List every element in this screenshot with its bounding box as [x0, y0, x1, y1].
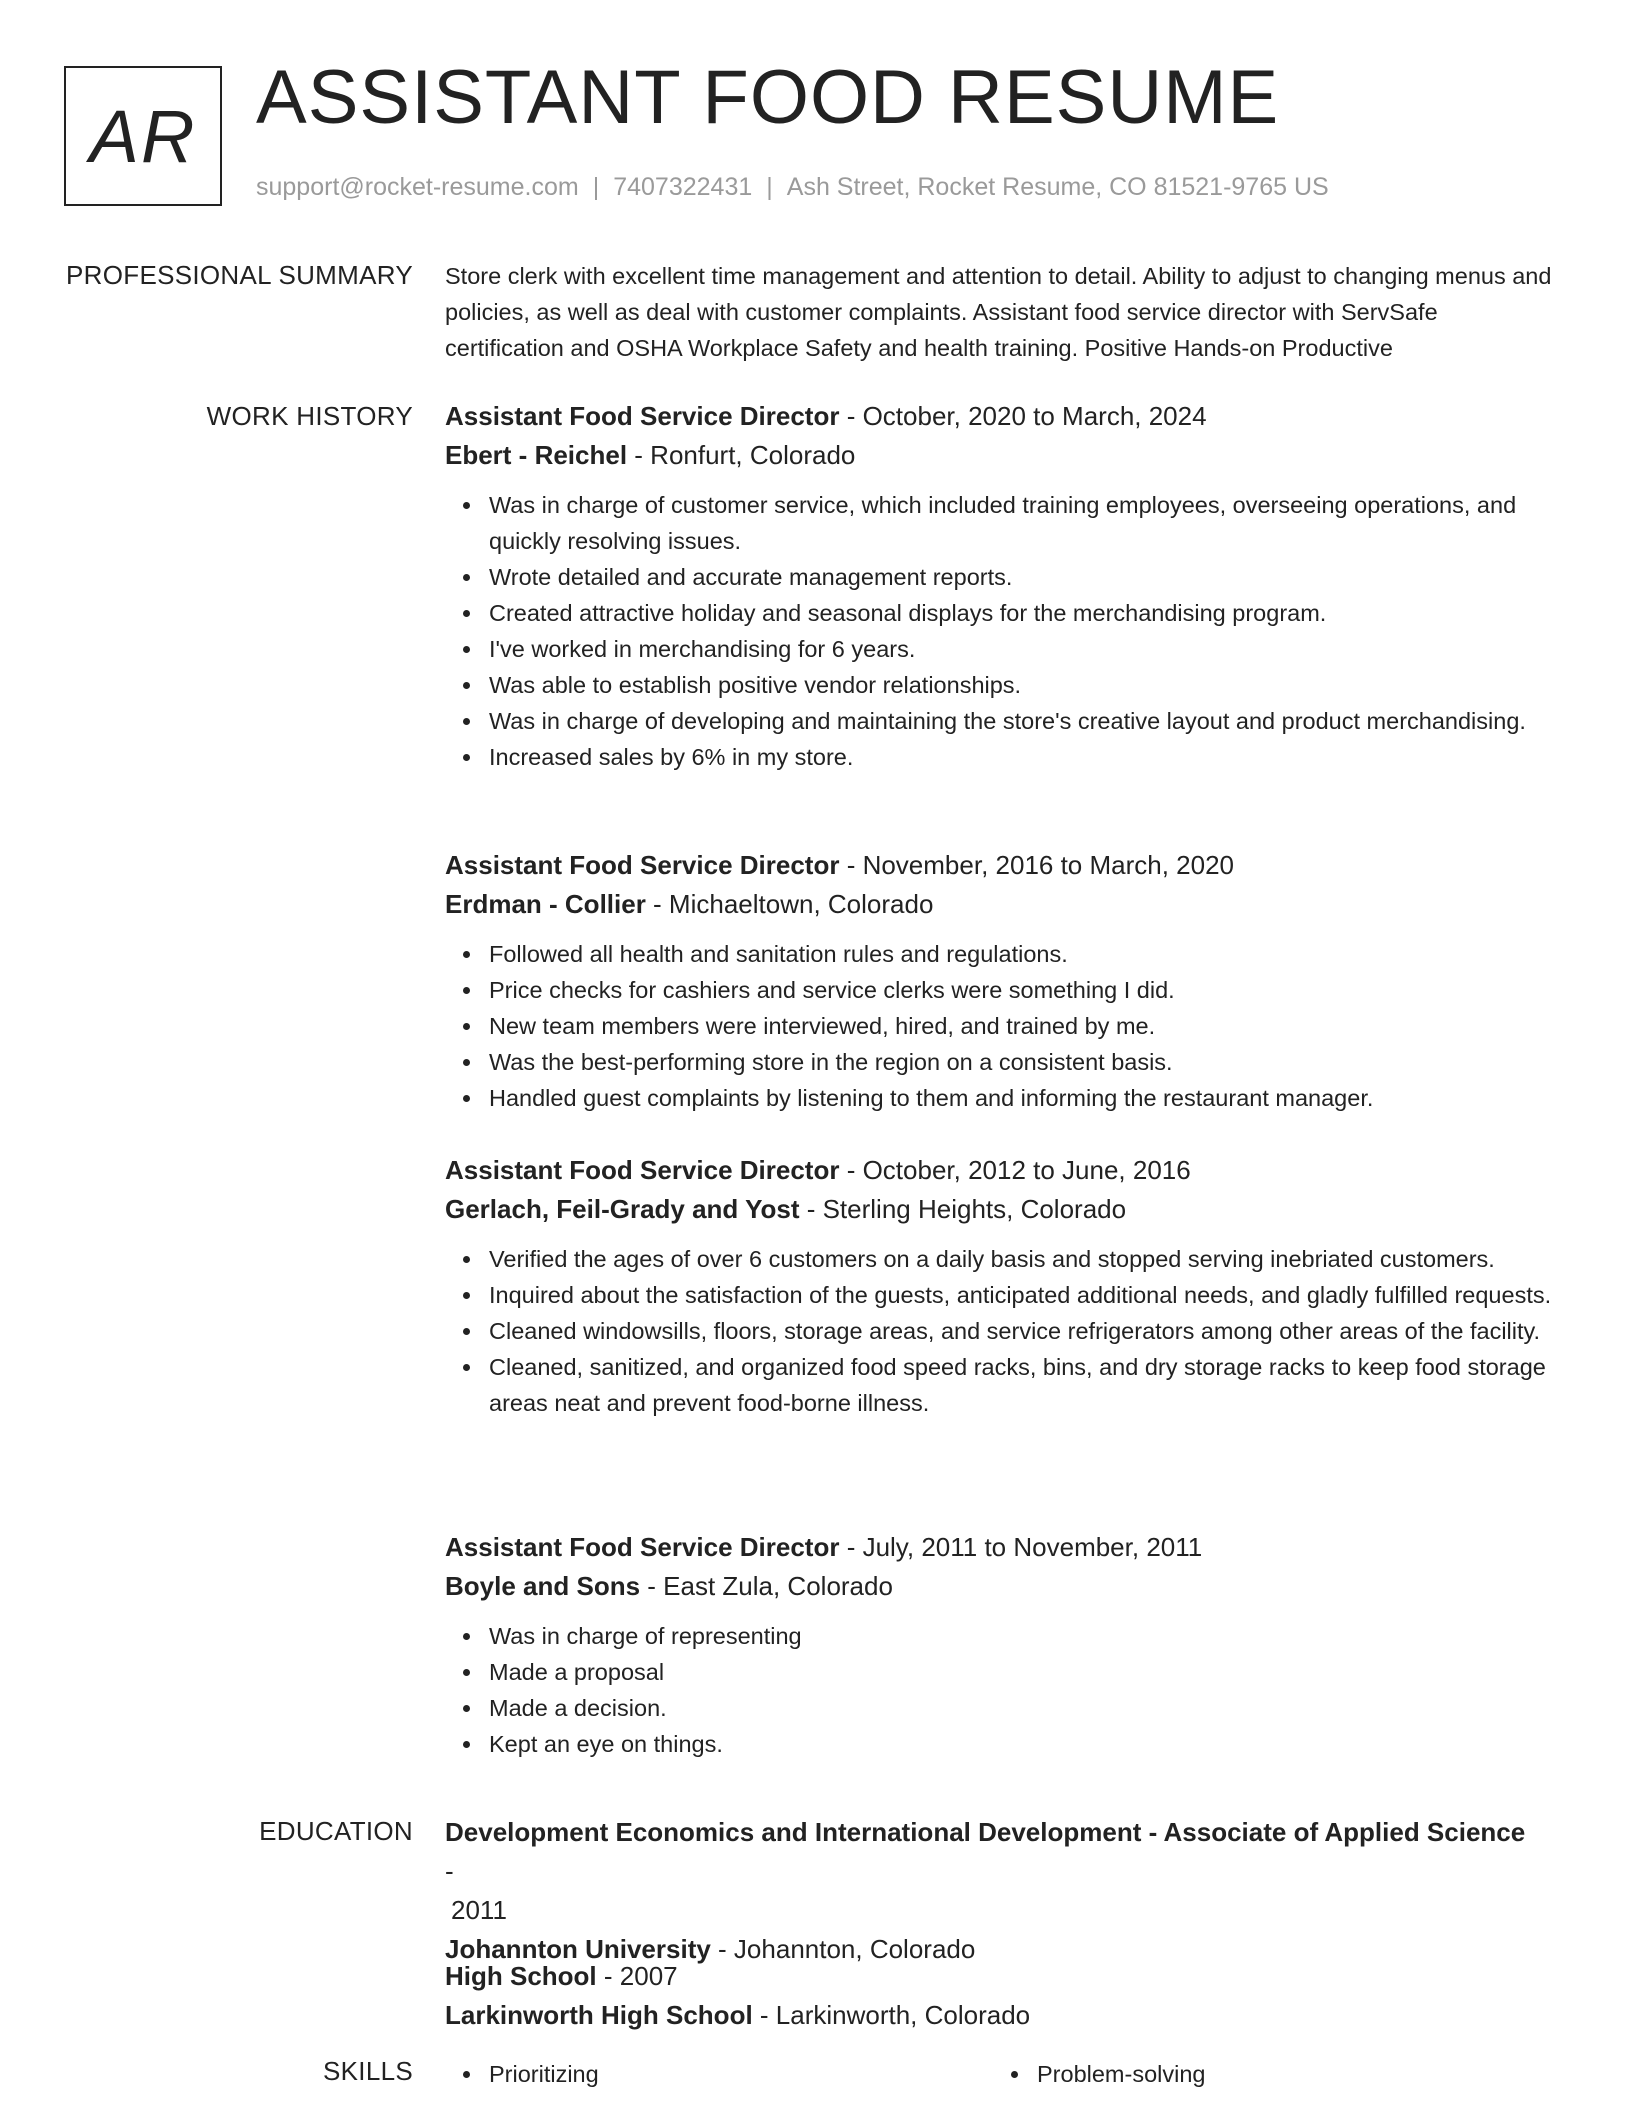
- education-year: - 2007: [596, 1961, 678, 1991]
- job-company: Erdman - Collier: [445, 889, 646, 919]
- job-title: Assistant Food Service Director: [445, 1155, 840, 1185]
- job-dates: - October, 2020 to March, 2024: [839, 401, 1207, 431]
- list-item: Made a decision.: [489, 1690, 1560, 1726]
- education-degree: High School: [445, 1961, 597, 1991]
- job-company-line: [445, 436, 1560, 475]
- education-school: Larkinworth High School: [445, 2000, 753, 2030]
- job-bullets: [445, 1241, 1560, 1421]
- job-bullets: [445, 1618, 1560, 1762]
- job-bullets: [445, 936, 1560, 1116]
- job-dates: - July, 2011 to November, 2011: [839, 1532, 1203, 1562]
- job-bullets: [445, 487, 1560, 775]
- contact-separator: |: [766, 173, 773, 201]
- job-title-line: [445, 1528, 1560, 1567]
- contact-phone: 7407322431: [613, 173, 753, 201]
- job-dates: - November, 2016 to March, 2020: [839, 850, 1235, 880]
- job-company: Gerlach, Feil-Grady and Yost: [445, 1194, 800, 1224]
- list-item: Verified the ages of over 6 customers on a daily basis and stopped serving inebriated customers.: [489, 1241, 1560, 1277]
- skills-grid: [445, 2056, 1560, 2092]
- education-entry: [445, 1957, 1560, 2035]
- section-label-skills: SKILLS: [323, 2056, 413, 2086]
- job-location: - East Zula, Colorado: [640, 1571, 893, 1601]
- list-item: I've worked in merchandising for 6 years.: [489, 631, 1560, 667]
- skills-section: [445, 2056, 1560, 2092]
- education-degree: Development Economics and International Development - Associate of Applied Science: [445, 1817, 1526, 1847]
- education-separator: -: [445, 1856, 454, 1886]
- list-item: Was the best-performing store in the region on a consistent basis.: [489, 1044, 1560, 1080]
- list-item: Was in charge of developing and maintaining the store's creative layout and product merchandising.: [489, 703, 1560, 739]
- skill-item: Problem-solving: [1037, 2056, 1541, 2092]
- job-entry: [445, 1151, 1560, 1421]
- list-item: Was in charge of representing: [489, 1618, 1560, 1654]
- job-title: Assistant Food Service Director: [445, 1532, 840, 1562]
- section-label-work-history: WORK HISTORY: [206, 401, 413, 431]
- job-company-line: [445, 885, 1560, 924]
- job-location: - Michaeltown, Colorado: [645, 889, 934, 919]
- list-item: Made a proposal: [489, 1654, 1560, 1690]
- section-label-summary: PROFESSIONAL SUMMARY: [66, 260, 413, 290]
- skills-list: [445, 2056, 993, 2092]
- list-item: Created attractive holiday and seasonal displays for the merchandising program.: [489, 595, 1560, 631]
- contact-separator: |: [592, 173, 600, 201]
- skills-column: [993, 2056, 1541, 2092]
- list-item: Handled guest complaints by listening to them and informing the restaurant manager.: [489, 1080, 1560, 1116]
- education-school: Johannton University: [445, 1934, 711, 1964]
- job-title-line: [445, 397, 1560, 436]
- list-item: Price checks for cashiers and service clerks were something I did.: [489, 972, 1560, 1008]
- skills-column: [445, 2056, 993, 2092]
- job-company-line: [445, 1190, 1560, 1229]
- summary-text: Store clerk with excellent time management and attention to detail. Ability to adjust to changing menus and policies, as well as deal with customer complaints. Assistant food service director with ServSafe certification and OSHA Workplace Safety and health training. Positive Hands-on Productive: [445, 263, 1552, 361]
- education-location: - Johannton, Colorado: [710, 1934, 976, 1964]
- skill-item: Prioritizing: [489, 2056, 993, 2092]
- list-item: Was in charge of customer service, which included training employees, overseeing operations, and quickly resolving issues.: [489, 487, 1560, 559]
- job-company: Boyle and Sons: [445, 1571, 641, 1601]
- section-label-education: EDUCATION: [259, 1816, 413, 1846]
- job-entry: [445, 846, 1560, 1116]
- job-entry: [445, 397, 1560, 775]
- job-entry: [445, 1528, 1560, 1762]
- job-company-line: [445, 1567, 1560, 1606]
- education-year: 2011: [451, 1895, 507, 1925]
- monogram-logo: AR: [64, 66, 222, 206]
- page-title: ASSISTANT FOOD RESUME: [256, 55, 1280, 140]
- list-item: Was able to establish positive vendor relationships.: [489, 667, 1560, 703]
- education-location: - Larkinworth, Colorado: [752, 2000, 1031, 2030]
- job-title-line: [445, 1151, 1560, 1190]
- job-dates: - October, 2012 to June, 2016: [839, 1155, 1191, 1185]
- education-school-line: [445, 1996, 1560, 2035]
- list-item: Cleaned, sanitized, and organized food speed racks, bins, and dry storage racks to keep food storage areas neat and prevent food-borne illness.: [489, 1349, 1560, 1421]
- education-entry: [445, 1813, 1535, 1969]
- list-item: Inquired about the satisfaction of the guests, anticipated additional needs, and gladly fulfilled requests.: [489, 1277, 1560, 1313]
- education-degree-line: [445, 1813, 1535, 1930]
- job-company: Ebert - Reichel: [445, 440, 628, 470]
- list-item: Followed all health and sanitation rules and regulations.: [489, 936, 1560, 972]
- contact-address: Ash Street, Rocket Resume, CO 81521-9765 US: [786, 173, 1329, 201]
- list-item: Wrote detailed and accurate management reports.: [489, 559, 1560, 595]
- list-item: New team members were interviewed, hired, and trained by me.: [489, 1008, 1560, 1044]
- job-location: - Ronfurt, Colorado: [627, 440, 856, 470]
- summary-section: [445, 258, 1560, 366]
- list-item: Kept an eye on things.: [489, 1726, 1560, 1762]
- job-title: Assistant Food Service Director: [445, 401, 840, 431]
- skills-list: [993, 2056, 1541, 2092]
- contact-email: support@rocket-resume.com: [256, 173, 579, 201]
- contact-line: [256, 173, 1329, 202]
- job-location: - Sterling Heights, Colorado: [799, 1194, 1127, 1224]
- list-item: Increased sales by 6% in my store.: [489, 739, 1560, 775]
- list-item: Cleaned windowsills, floors, storage areas, and service refrigerators among other areas of the facility.: [489, 1313, 1560, 1349]
- education-degree-line: [445, 1957, 1560, 1996]
- job-title-line: [445, 846, 1560, 885]
- job-title: Assistant Food Service Director: [445, 850, 840, 880]
